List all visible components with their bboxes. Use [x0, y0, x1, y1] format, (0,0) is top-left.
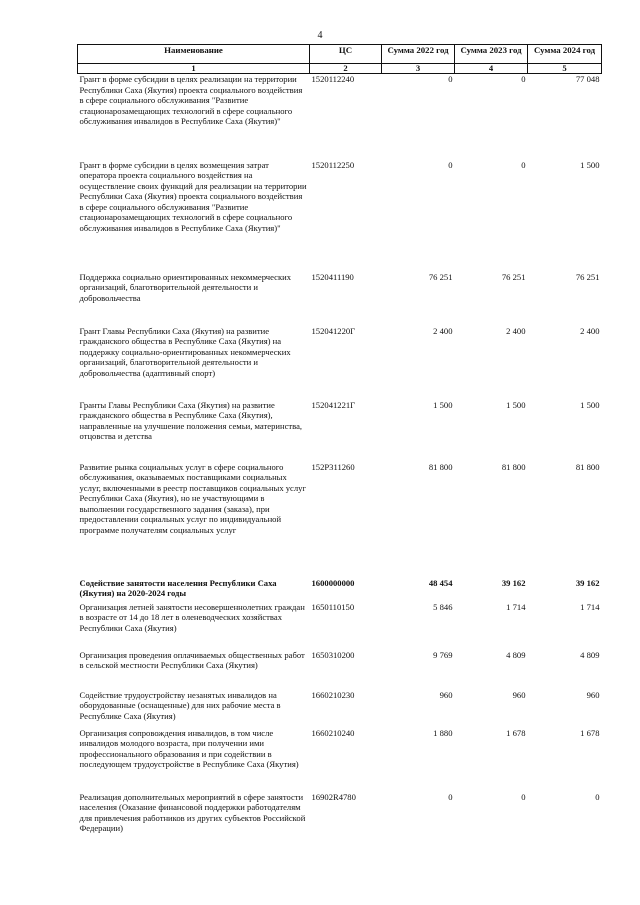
header-row: [78, 45, 602, 64]
row-code: 1520112250: [311, 159, 355, 170]
column-number: 4: [455, 64, 528, 74]
row-name: Гранты Главы Республики Саха (Якутия) на развитие гражданского общества в Республике Саха (Якутия), направленные на улучшение положения семьи, материнства, отцовства и детства: [79, 399, 303, 442]
row-value-2023: 76 251: [501, 271, 526, 282]
column-header-code: ЦС: [310, 45, 382, 64]
row-name: Поддержка социально ориентированных некоммерческих организаций, благотворительной деятельности и добровольчества: [79, 271, 292, 303]
row-value-2023: 1 678: [506, 727, 526, 738]
table-row: [78, 728, 602, 792]
row-name: Организация сопровождения инвалидов, в том числе инвалидов молодого возраста, при получении ими профессионального образования и при содействии в последующем трудоустройстве в Республике Саха (Якутия): [79, 727, 299, 770]
row-value-2024: 81 800: [575, 461, 600, 472]
table-row: [78, 326, 602, 400]
row-value-2024: 1 714: [580, 601, 600, 612]
row-code: 152P311260: [311, 461, 355, 472]
row-name: Реализация дополнительных мероприятий в сфере занятости населения (Оказание финансовой поддержки работодателям для привлечения работников из других субъектов Российской Федерации): [79, 791, 306, 834]
row-value-2022: 76 251: [428, 271, 453, 282]
row-value-2023: 81 800: [501, 461, 526, 472]
table-row: [78, 462, 602, 578]
row-value-2023: 39 162: [501, 577, 526, 588]
row-value-2024: 39 162: [575, 577, 600, 588]
column-header-name: Наименование: [78, 45, 310, 64]
row-name: Грант в форме субсидии в целях возмещения затрат оператора проекта социального воздействия на осуществление своих функций для реализации на территории Республики Саха (Якутия) проекта социального воздействия в сфере социального обслуживания "Развитие стационарозамещающих технологий в сфере социального обслуживания инвалидов в Республике Саха (Якутия)": [79, 159, 307, 234]
table-row-program: [78, 578, 602, 602]
row-value-2024: 1 500: [580, 399, 600, 410]
row-value-2022: 2 400: [433, 325, 453, 336]
row-code: 1650310200: [311, 649, 355, 660]
row-name: Организация проведения оплачиваемых общественных работ в сельской местности Республики Саха (Якутия): [79, 649, 305, 671]
row-value-2023: 1 500: [506, 399, 526, 410]
row-code: 1520112240: [311, 74, 355, 84]
row-value-2024: 960: [586, 689, 600, 700]
column-header-2024: Сумма 2024 год: [528, 45, 602, 64]
row-value-2023: 4 809: [506, 649, 526, 660]
row-value-2023: 0: [521, 791, 526, 802]
row-name: Развитие рынка социальных услуг в сфере социального обслуживания, оказываемых поставщиками социальных услуг, включенными в реестр поставщиков социальных услуг Республики Саха (Якутия), но не участвующими в выполнении государственного задания (заказа), при предоставлении социальных услуг по индивидуальной программе получателям социальных услуг: [79, 461, 306, 536]
row-name: Организация летней занятости несовершеннолетних граждан в возрасте от 14 до 18 лет в оленеводческих хозяйствах Республики Саха (Якутия): [79, 601, 305, 633]
row-value-2022: 0: [448, 791, 453, 802]
row-name: Содействие занятости населения Республики Саха (Якутия) на 2020-2024 годы: [79, 577, 277, 599]
table-row: [78, 400, 602, 462]
row-value-2022: 1 500: [433, 399, 453, 410]
column-number-row: [78, 64, 602, 74]
row-value-2022: 960: [439, 689, 453, 700]
row-value-2024: 1 678: [580, 727, 600, 738]
row-value-2022: 1 880: [433, 727, 453, 738]
row-code: 152041220Г: [311, 325, 356, 336]
column-number: 2: [310, 64, 382, 74]
row-code: 1660210240: [311, 727, 355, 738]
row-name: Грант в форме субсидии в целях реализации на территории Республики Саха (Якутия) проекта социального воздействия в сфере социального обслуживания "Развитие стационарозамещающих технологий в сфере социального обслуживания инвалидов в Республике Саха (Якутия)": [79, 74, 303, 127]
column-header-2023: Сумма 2023 год: [455, 45, 528, 64]
row-code: 16902R4780: [311, 791, 356, 802]
table-row: [78, 272, 602, 326]
row-code: 1660210230: [311, 689, 355, 700]
row-value-2023: 2 400: [506, 325, 526, 336]
row-code: 152041221Г: [311, 399, 356, 410]
column-number: 1: [78, 64, 310, 74]
column-number: 5: [528, 64, 602, 74]
row-code: 1650110150: [311, 601, 355, 612]
column-header-2022: Сумма 2022 год: [382, 45, 455, 64]
table-row: [78, 160, 602, 272]
column-number: 3: [382, 64, 455, 74]
row-value-2024: 0: [595, 791, 600, 802]
row-value-2024: 2 400: [580, 325, 600, 336]
table-row: [78, 792, 602, 844]
row-value-2022: 0: [448, 74, 453, 84]
row-name: Содействие трудоустройству незанятых инвалидов на оборудованные (оснащенные) для них рабочие места в Республике Саха (Якутия): [79, 689, 281, 721]
row-code: 1520411190: [311, 271, 354, 282]
page-number: 4: [317, 30, 323, 41]
table-row: [78, 74, 602, 160]
row-value-2022: 0: [448, 159, 453, 170]
row-value-2023: 0: [521, 74, 526, 84]
row-value-2022: 81 800: [428, 461, 453, 472]
table-row: [78, 690, 602, 728]
row-value-2024: 76 251: [575, 271, 600, 282]
row-value-2024: 77 048: [575, 74, 600, 84]
row-value-2024: 4 809: [580, 649, 600, 660]
budget-table: [77, 44, 602, 844]
row-value-2022: 9 769: [433, 649, 453, 660]
row-value-2023: 0: [521, 159, 526, 170]
table-row: [78, 650, 602, 690]
row-value-2022: 48 454: [428, 577, 453, 588]
row-code: 1600000000: [311, 577, 355, 588]
row-value-2023: 1 714: [506, 601, 526, 612]
row-value-2023: 960: [512, 689, 526, 700]
row-value-2024: 1 500: [580, 159, 600, 170]
table-row: [78, 602, 602, 650]
row-name: Грант Главы Республики Саха (Якутия) на развитие гражданского общества в Республике Саха (Якутия) на поддержку социально-ориентированных некоммерческих организаций, благотворительной деятельности и добровольчества (адаптивный спорт): [79, 325, 291, 378]
row-value-2022: 5 846: [433, 601, 453, 612]
